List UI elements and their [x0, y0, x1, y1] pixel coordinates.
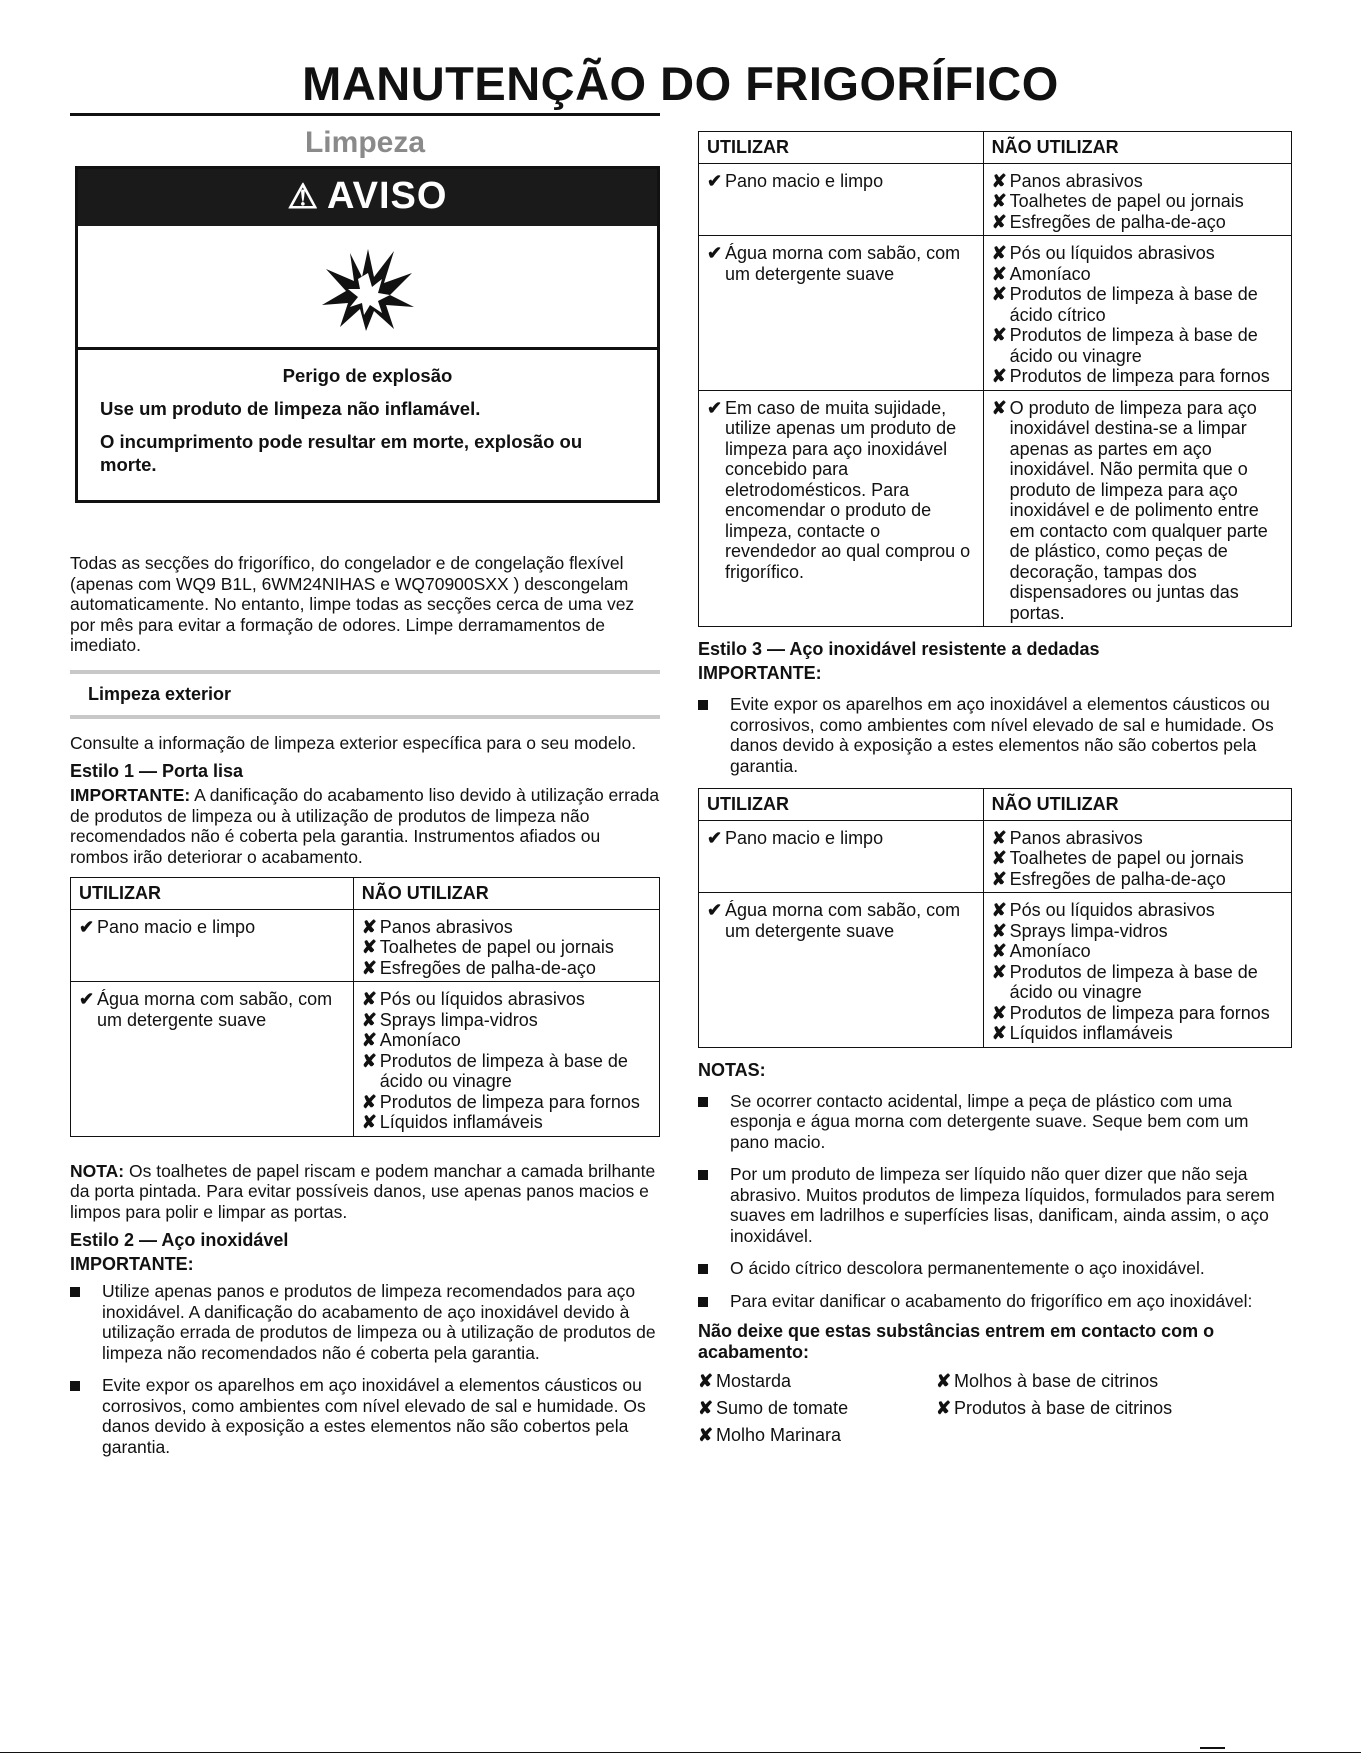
- dont-cell: [983, 820, 1291, 893]
- cross-icon: ✘: [698, 1371, 714, 1391]
- use-cell: [699, 163, 984, 236]
- cross-icon: ✘: [991, 170, 1007, 191]
- check-icon: ✔: [707, 827, 723, 848]
- cross-icon: ✘: [991, 920, 1007, 941]
- dont-item: Produtos de limpeza para fornos: [1009, 366, 1270, 386]
- cross-icon: ✘: [991, 284, 1007, 304]
- substances-list: [698, 1370, 1292, 1446]
- cross-icon: ✘: [991, 1023, 1007, 1043]
- col-header-dont: NÃO UTILIZAR: [353, 878, 659, 910]
- dont-item: Produtos de limpeza à base de ácido ou vinagre: [1009, 325, 1258, 366]
- list-item: [936, 1397, 1196, 1419]
- important-text: A danificação do acabamento liso devido à utilização errada de produtos de limpeza ou à utilização de produtos de limpeza não recomendados não é coberta pela garantia. Instrumentos afiados ou rombos irão deteriorar o acabamento.: [70, 785, 660, 867]
- nota-label: NOTA:: [70, 1160, 125, 1181]
- cross-icon: ✘: [991, 848, 1007, 868]
- use-cell: [699, 820, 984, 893]
- dont-item: Panos abrasivos: [379, 916, 513, 937]
- cross-icon: ✘: [991, 325, 1007, 345]
- square-bullet-icon: [698, 1297, 708, 1307]
- check-icon: ✔: [79, 989, 95, 1009]
- left-column: [70, 114, 660, 1469]
- table-style2: [698, 131, 1292, 627]
- warning-triangle-icon: ⚠: [287, 178, 320, 216]
- dont-item: Pós ou líquidos abrasivos: [379, 989, 585, 1009]
- cross-icon: ✘: [991, 900, 1007, 920]
- subheading-limpeza-exterior: Limpeza exterior: [70, 670, 660, 719]
- warning-body: [78, 350, 657, 500]
- cross-icon: ✘: [936, 1398, 952, 1418]
- dont-item: Pós ou líquidos abrasivos: [1009, 900, 1215, 920]
- warning-pictogram-area: [78, 229, 657, 350]
- list-item-text: Para evitar danificar o acabamento do frigorífico em aço inoxidável:: [730, 1290, 1253, 1311]
- table-row: [699, 236, 1292, 391]
- cross-icon: ✘: [991, 961, 1007, 982]
- list-item-text: Produtos à base de citrinos: [954, 1398, 1173, 1418]
- page-mark: [1200, 1747, 1225, 1749]
- cross-icon: ✘: [361, 1091, 377, 1112]
- cross-icon: ✘: [991, 868, 1007, 889]
- cross-icon: ✘: [991, 941, 1007, 961]
- list-item-text: Evite expor os aparelhos em aço inoxidável a elementos cáusticos ou corrosivos, como ambientes com nível elevado de sal e humidade. Os danos devido à exposição a estes elementos não são cobertos pela garantia.: [102, 1375, 646, 1457]
- list-item: [698, 1258, 1292, 1279]
- warning-box: [75, 166, 660, 503]
- dont-cell: [353, 909, 659, 982]
- use-text: Água morna com sabão, com um detergente suave: [725, 243, 961, 284]
- dont-item: Sprays limpa-vidros: [1009, 920, 1168, 941]
- cross-icon: ✘: [361, 1009, 377, 1030]
- cross-icon: ✘: [991, 191, 1007, 211]
- list-item: [70, 1375, 660, 1457]
- cross-icon: ✘: [361, 1112, 377, 1132]
- dont-item: Esfregões de palha-de-aço: [379, 957, 596, 978]
- table-style1: [70, 877, 660, 1137]
- list-item: [70, 1281, 660, 1363]
- table-row: [71, 982, 660, 1137]
- use-text: Pano macio e limpo: [97, 916, 256, 937]
- dont-item: Pós ou líquidos abrasivos: [1009, 243, 1215, 263]
- notas-bullet-list: [698, 1091, 1292, 1312]
- notas-label: NOTAS:: [698, 1059, 766, 1080]
- dont-item: Produtos de limpeza à base de ácido ou vinagre: [1009, 961, 1258, 1002]
- dont-item: Panos abrasivos: [1009, 170, 1143, 191]
- table-row: [71, 909, 660, 982]
- square-bullet-icon: [70, 1381, 80, 1391]
- square-bullet-icon: [698, 1097, 708, 1107]
- footer-rule: [0, 1752, 1361, 1753]
- use-cell: [71, 982, 354, 1137]
- important-label: IMPORTANTE:: [70, 785, 191, 805]
- dont-item: Produtos de limpeza para fornos: [379, 1091, 640, 1112]
- table-header-row: [699, 132, 1292, 164]
- right-column: [698, 126, 1292, 1446]
- cross-icon: ✘: [991, 243, 1007, 263]
- square-bullet-icon: [698, 1170, 708, 1180]
- list-item-text: Utilize apenas panos e produtos de limpeza recomendados para aço inoxidável. A danificação do acabamento de aço inoxidável devido à utilização errada de produtos de limpeza ou à utilização de produtos de limpeza não recomendados não é coberta pela garantia.: [102, 1281, 656, 1363]
- explosion-icon: [320, 243, 416, 333]
- table-header-row: [71, 878, 660, 910]
- use-cell: [699, 390, 984, 627]
- use-text: Água morna com sabão, com um detergente suave: [725, 900, 961, 941]
- dont-item: Esfregões de palha-de-aço: [1009, 868, 1226, 889]
- col-header-use: UTILIZAR: [699, 789, 984, 821]
- nota-paragraph: [70, 1161, 660, 1223]
- intro-paragraph: Todas as secções do frigorífico, do congelador e de congelação flexível (apenas com WQ9 B1L, 6WM24NIHAS e WQ70900SXX ) descongelam automaticamente. No entanto, limpe todas as secções cerca de uma vez por mês para evitar a formação de odores. Limpe derramamentos de imediato.: [70, 553, 635, 655]
- style2-bullet-list: [70, 1281, 660, 1457]
- exterior-paragraph: Consulte a informação de limpeza exterior específica para o seu modelo.: [70, 732, 637, 753]
- dont-item: Líquidos inflamáveis: [1009, 1023, 1173, 1043]
- substances-heading: Não deixe que estas substâncias entrem em contacto com o acabamento:: [698, 1321, 1215, 1362]
- col-header-dont: NÃO UTILIZAR: [983, 789, 1291, 821]
- dont-item: Produtos de limpeza para fornos: [1009, 1002, 1270, 1023]
- style2-heading: Estilo 2 — Aço inoxidável: [70, 1230, 289, 1250]
- dont-cell: [983, 893, 1291, 1048]
- table-header-row: [699, 789, 1292, 821]
- check-icon: ✔: [707, 900, 723, 920]
- check-icon: ✔: [79, 916, 95, 937]
- check-icon: ✔: [707, 170, 723, 191]
- style3-important-label: IMPORTANTE:: [698, 663, 822, 683]
- col-header-dont: NÃO UTILIZAR: [983, 132, 1291, 164]
- cross-icon: ✘: [991, 263, 1007, 284]
- dont-cell: [983, 390, 1291, 627]
- cross-icon: ✘: [361, 989, 377, 1009]
- dont-item: Líquidos inflamáveis: [379, 1112, 543, 1132]
- cross-icon: ✘: [991, 366, 1007, 386]
- list-item-text: Por um produto de limpeza ser líquido não quer dizer que não seja abrasivo. Muitos produtos de limpeza líquidos, formulados para serem suaves em ladrilhos e superfícies lisas, danificam, ainda assim, o aço inoxidável.: [730, 1164, 1275, 1246]
- dont-cell: [353, 982, 659, 1137]
- list-item-text: Evite expor os aparelhos em aço inoxidável a elementos cáusticos ou corrosivos, como ambientes com nível elevado de sal e humidade. Os danos devido à exposição a estes elementos não são cobertos pela garantia.: [730, 694, 1274, 776]
- warning-line-2: O incumprimento pode resultar em morte, explosão ou morte.: [100, 431, 583, 475]
- cross-icon: ✘: [361, 1030, 377, 1050]
- list-item: [698, 1370, 936, 1392]
- list-item-text: Se ocorrer contacto acidental, limpe a peça de plástico com uma esponja e água morna com detergente suave. Seque bem com um pano macio.: [730, 1090, 1249, 1152]
- list-item-text: Mostarda: [716, 1371, 792, 1391]
- use-cell: [699, 236, 984, 391]
- dont-item: Toalhetes de papel ou jornais: [1009, 848, 1244, 868]
- list-item: [698, 1164, 1292, 1246]
- cross-icon: ✘: [361, 937, 377, 957]
- page-title: MANUTENÇÃO DO FRIGORÍFICO: [302, 57, 1059, 110]
- table-row: [699, 390, 1292, 627]
- list-item: [698, 1091, 1292, 1153]
- table-row: [699, 893, 1292, 1048]
- use-cell: [699, 893, 984, 1048]
- dont-item: Toalhetes de papel ou jornais: [379, 937, 614, 957]
- dont-item: Panos abrasivos: [1009, 827, 1143, 848]
- list-item-text: O ácido cítrico descolora permanentemente o aço inoxidável.: [730, 1258, 1205, 1278]
- use-text: Pano macio e limpo: [725, 827, 884, 848]
- style1-important: [70, 785, 660, 867]
- list-item-text: Molho Marinara: [716, 1425, 842, 1445]
- list-item: [698, 1397, 936, 1419]
- dont-item: O produto de limpeza para aço inoxidável destina-se a limpar apenas as partes em aço inoxidável. Não permita que o produto de limpeza para aço inoxidável e de polimento entre em contacto com qualquer parte de plástico, como peças de decoração, tampas dos dispensadores ou juntas das portas.: [1009, 397, 1268, 623]
- square-bullet-icon: [698, 1264, 708, 1274]
- cross-icon: ✘: [991, 397, 1007, 418]
- cross-icon: ✘: [936, 1371, 952, 1391]
- dont-cell: [983, 163, 1291, 236]
- cross-icon: ✘: [991, 827, 1007, 848]
- table-style3: [698, 788, 1292, 1048]
- warning-header: [78, 169, 657, 229]
- use-text: Água morna com sabão, com um detergente suave: [97, 989, 333, 1030]
- col-header-use: UTILIZAR: [699, 132, 984, 164]
- dont-cell: [983, 236, 1291, 391]
- cross-icon: ✘: [361, 957, 377, 978]
- dont-item: Produtos de limpeza à base de ácido cítrico: [1009, 284, 1258, 325]
- warning-hazard: Perigo de explosão: [282, 365, 453, 386]
- style2-important-label: IMPORTANTE:: [70, 1254, 194, 1274]
- use-cell: [71, 909, 354, 982]
- list-item: [698, 694, 1292, 776]
- cross-icon: ✘: [698, 1398, 714, 1418]
- dont-item: Amoníaco: [379, 1030, 461, 1050]
- list-item: [698, 1291, 1292, 1312]
- warning-label: AVISO: [327, 175, 448, 217]
- list-item: [698, 1424, 936, 1446]
- list-item-text: Sumo de tomate: [716, 1398, 849, 1418]
- style1-heading: Estilo 1 — Porta lisa: [70, 761, 244, 781]
- check-icon: ✔: [707, 243, 723, 263]
- dont-item: Toalhetes de papel ou jornais: [1009, 191, 1244, 211]
- nota-text: Os toalhetes de papel riscam e podem manchar a camada brilhante da porta pintada. Para evitar possíveis danos, use apenas panos macios e limpos para polir e limpar as portas.: [70, 1160, 656, 1222]
- dont-item: Amoníaco: [1009, 941, 1091, 961]
- square-bullet-icon: [70, 1287, 80, 1297]
- use-text: Em caso de muita sujidade, utilize apenas um produto de limpeza para aço inoxidável concebido para eletrodomésticos. Para encomendar o produto de limpeza, contacte o revendedor ao qual comprou o frigorífico.: [725, 397, 971, 582]
- use-text: Pano macio e limpo: [725, 170, 884, 191]
- warning-line-1: Use um produto de limpeza não inflamável.: [100, 398, 481, 419]
- dont-item: Amoníaco: [1009, 263, 1091, 284]
- dont-item: Sprays limpa-vidros: [379, 1009, 538, 1030]
- cross-icon: ✘: [991, 211, 1007, 232]
- check-icon: ✔: [707, 397, 723, 418]
- section-heading-limpeza: Limpeza: [304, 126, 426, 159]
- cross-icon: ✘: [991, 1002, 1007, 1023]
- list-item: [936, 1370, 1196, 1392]
- square-bullet-icon: [698, 700, 708, 710]
- dont-item: Esfregões de palha-de-aço: [1009, 211, 1226, 232]
- style3-bullet-list: [698, 694, 1292, 776]
- cross-icon: ✘: [361, 1050, 377, 1071]
- list-item-text: Molhos à base de citrinos: [954, 1371, 1159, 1391]
- cross-icon: ✘: [361, 916, 377, 937]
- style3-heading: Estilo 3 — Aço inoxidável resistente a dedadas: [698, 639, 1100, 659]
- cross-icon: ✘: [698, 1425, 714, 1445]
- dont-item: Produtos de limpeza à base de ácido ou vinagre: [379, 1050, 628, 1091]
- table-row: [699, 163, 1292, 236]
- table-row: [699, 820, 1292, 893]
- col-header-use: UTILIZAR: [71, 878, 354, 910]
